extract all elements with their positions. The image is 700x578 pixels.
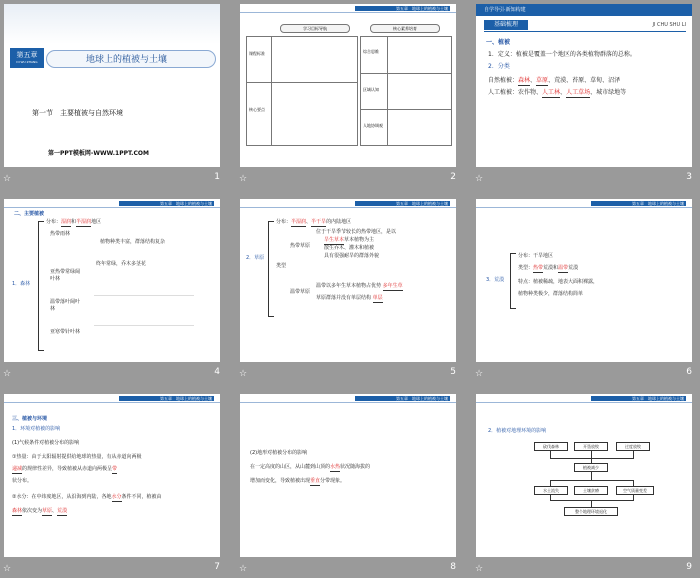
slide-8 (240, 394, 456, 557)
slide-9 (476, 394, 692, 557)
heading: 2．植被对地理环境的影响 (488, 428, 547, 434)
line: 散生乔木、灌木和植被 (324, 245, 375, 251)
thumb-slide-1[interactable] (0, 0, 224, 188)
thumb-slide-4[interactable] (0, 195, 224, 383)
slide-title: 地球上的植被与土壤 (86, 55, 168, 65)
flow-box: 土壤贫瘠 (574, 486, 608, 495)
section-box: 基础梳理 (484, 20, 528, 30)
type-row: 热带雨林 (50, 231, 71, 237)
type-detail: 植物种类丰富，群落结构复杂 (100, 239, 166, 245)
feature-row: 特点：植被稀疏，地表大面积裸露， (518, 279, 599, 285)
slide-number: 2 (450, 172, 456, 182)
temperate-label: 温带草原 (290, 289, 311, 295)
left-table (246, 36, 358, 146)
slide-header: 第五章 地球上的植被与土壤 (240, 394, 456, 403)
flow-box: 空气质量变差 (616, 486, 654, 495)
star-icon: ☆ (239, 369, 248, 379)
paragraph: 状分布。 (12, 478, 33, 484)
flow-box: 开垦放牧 (574, 442, 608, 451)
thumb-slide-5[interactable] (236, 195, 460, 383)
top-tab-label: 自学导引·新知构建 (484, 7, 526, 13)
thumb-slide-7[interactable] (0, 390, 224, 578)
top-band (4, 4, 220, 44)
paragraph: (2)地形对植被分布的影响 (250, 450, 308, 456)
slide-header: 第五章 地球上的植被与土壤 (4, 394, 220, 403)
star-icon: ☆ (475, 174, 484, 184)
star-icon: ☆ (3, 564, 12, 574)
right-header: 核心素养培育 (370, 24, 440, 33)
line: 旱生草本草本植物为主 (324, 237, 375, 243)
chapter-label: 第五章 (16, 51, 38, 59)
paragraph: 增加而变化，导致植被出现垂直分带现象。 (250, 478, 346, 484)
line: 具有很强耐旱的群落外貌 (324, 253, 380, 259)
heading: 二、主要植被 (14, 211, 45, 217)
line: 位于干旱季节较长的热带地区，是以 (316, 229, 397, 235)
slide-number: 3 (686, 172, 692, 182)
thumb-slide-2[interactable] (236, 0, 460, 188)
section-title: 第一节 主要植被与自然环境 (32, 109, 123, 117)
definition: 1．定义：植被是覆盖一个地区的各类植物群落的总称。 (488, 51, 636, 58)
flow-box: 水土流失 (534, 486, 568, 495)
slide-header: 第五章 地球上的植被与土壤 (240, 199, 456, 208)
subheading: 1．环境对植被的影响 (12, 426, 61, 432)
star-icon: ☆ (475, 564, 484, 574)
paragraph: (1)气候条件对植被分布的影响 (12, 440, 80, 446)
star-icon: ☆ (239, 174, 248, 184)
types-label: 类型 (276, 263, 287, 269)
star-icon: ☆ (3, 174, 12, 184)
row-label: 人地协调观 (363, 123, 383, 128)
slide-3 (476, 4, 692, 167)
natural-row: 自然植被：森林、草原、荒漠、苔原、草甸、沼泽 (488, 77, 621, 84)
slide-number: 8 (450, 562, 456, 572)
slide-header: 第五章 地球上的植被与土壤 (240, 4, 456, 13)
grassland-label: 2．草原 (246, 255, 265, 261)
slide-4 (4, 199, 220, 362)
heading: 三、植被与环境 (12, 416, 48, 422)
slide-5 (240, 199, 456, 362)
top-tab (476, 4, 692, 16)
tropical-label: 热带草原 (290, 243, 311, 249)
type-detail: 终年常绿，乔木多茎花 (96, 261, 147, 267)
thumb-slide-3[interactable] (472, 0, 696, 188)
slide-number: 4 (214, 367, 220, 377)
slide-6 (476, 199, 692, 362)
slide-header: 第五章 地球上的植被与土壤 (476, 394, 692, 403)
type-row: 类型：热带荒漠和温带荒漠 (518, 265, 579, 271)
flow-box: 过度放牧 (616, 442, 650, 451)
slide-7 (4, 394, 220, 557)
slide-number: 5 (450, 367, 456, 377)
paragraph: 森林依次变为草原、荒漠 (12, 508, 68, 514)
human-row: 人工植被：农作物、人工林、人工草场、城市绿地等 (488, 89, 627, 96)
footer-text: 第一PPT模板网-WWW.1PPT.COM (48, 150, 149, 157)
feature-row: 植物种类极少，群落结构简单 (518, 291, 584, 297)
flow-box: 植被减少 (574, 463, 608, 472)
left-header: 学习目标导航 (280, 24, 350, 33)
row-label: 综合思维 (363, 49, 379, 54)
thumb-slide-6[interactable] (472, 195, 696, 383)
chapter-box (10, 48, 44, 68)
pinyin: JI CHU SHU LI (652, 22, 686, 28)
row-label: 核心要点 (249, 107, 265, 112)
slide-1 (4, 4, 220, 167)
type-row: 亚热带常绿阔叶林 (50, 269, 81, 282)
row-label: 区域认知 (363, 87, 379, 92)
line: 草原群落并没有单层结构 单层 (316, 295, 383, 301)
thumb-slide-9[interactable] (472, 390, 696, 578)
dist-row: 分布：湿润和半湿润地区 (46, 219, 102, 225)
slide-number: 1 (214, 172, 220, 182)
line: 温带以多年生草本植物占优势 多年生草 (316, 283, 403, 289)
row-label: 课程标准 (249, 51, 265, 56)
desert-label: 3．荒漠 (486, 277, 505, 283)
right-table (360, 36, 452, 146)
slide-number: 9 (686, 562, 692, 572)
dist-row: 分布：干旱地区 (518, 253, 554, 259)
dist-row: 分布：半湿润、半干旱的内陆地区 (276, 219, 352, 225)
slide-number: 7 (214, 562, 220, 572)
flow-box: 砍伐森林 (534, 442, 568, 451)
paragraph: ②水分：在中纬度地区，从沿海到内陆，各地水分条件不同，植被由 (12, 494, 162, 500)
slide-2 (240, 4, 456, 167)
thumb-slide-8[interactable] (236, 390, 460, 578)
chapter-sub: DI WU ZHANG (16, 60, 38, 64)
slide-header: 第五章 地球上的植被与土壤 (4, 199, 220, 208)
type-row: 温带落叶阔叶林 (50, 299, 81, 312)
type-row: 亚寒带针叶林 (50, 329, 81, 335)
paragraph: 递减的规律性差异，导致植被从赤道向两极呈带 (12, 466, 118, 472)
star-icon: ☆ (239, 564, 248, 574)
heading: 2．分类 (488, 63, 510, 70)
star-icon: ☆ (475, 369, 484, 379)
heading: 一、植被 (486, 39, 511, 46)
paragraph: ①热量：由于太阳辐射提供给地球的热量，有从赤道向两极 (12, 454, 142, 460)
forest-label: 1．森林 (12, 281, 31, 287)
flow-box: 整个地理环境退化 (564, 507, 618, 516)
slide-header: 第五章 地球上的植被与土壤 (476, 199, 692, 208)
star-icon: ☆ (3, 369, 12, 379)
slide-number: 6 (686, 367, 692, 377)
paragraph: 在一定高度的山区，从山麓到山顶的水热状况随海拔的 (250, 464, 371, 470)
